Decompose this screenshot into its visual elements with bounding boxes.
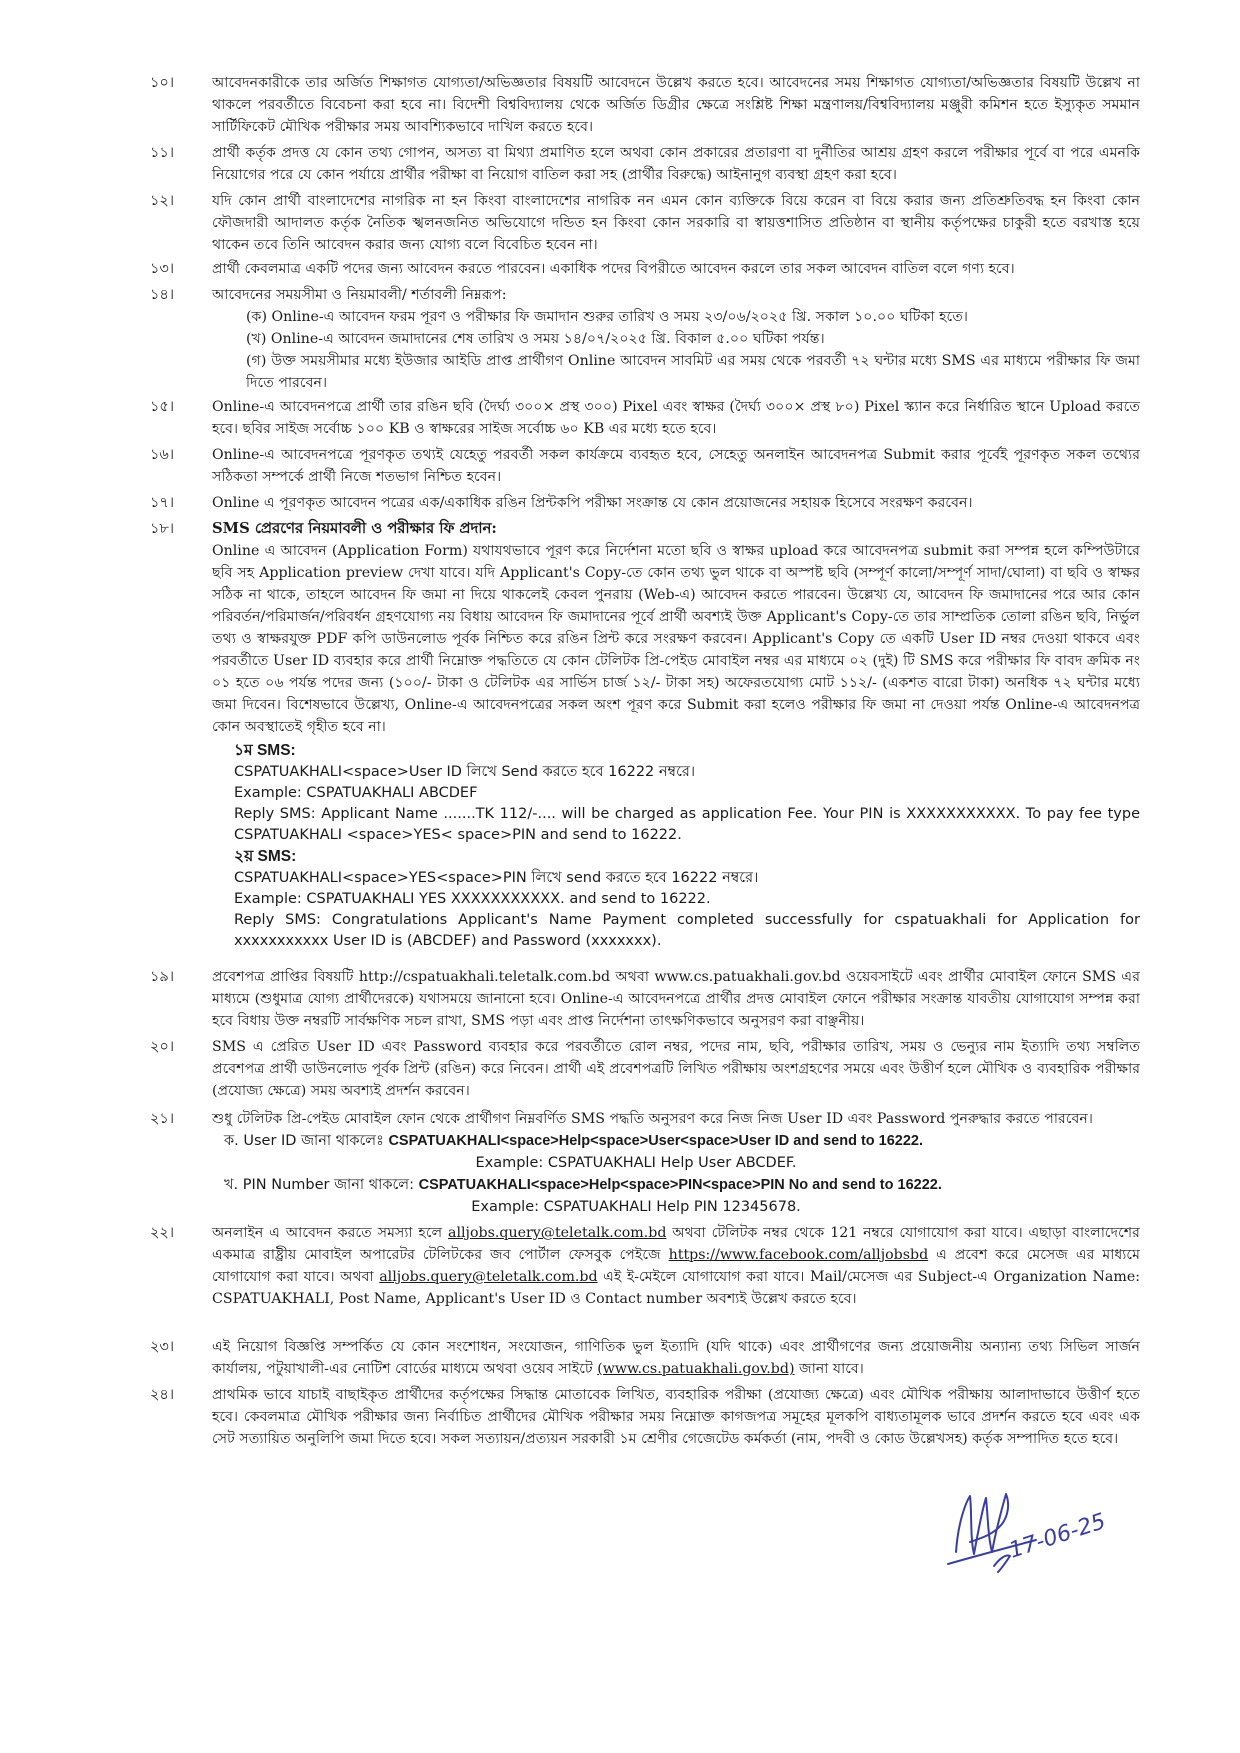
- item-number: ২০।: [150, 1039, 175, 1055]
- item-text: প্রার্থী কর্তৃক প্রদত্ত যে কোন তথ্য গোপন, অসত্য বা মিথ্যা প্রমাণিত হলে অথবা কোন প্রকারের প্রতারণা বা দুর্নীতির আশ্রয় গ্রহণ করলে পরীক্ষার পূর্বে বা পরে এমনকি নিয়োগের পরে যে কোন পর্যায়ে প্রার্থীর পরীক্ষা বা নিয়োগ বাতিল করা সহ (প্রার্থীর বিরুদ্ধে) আইনানুগ ব্যবস্থা গ্রহণ করা হবে।: [212, 145, 1140, 183]
- item-16: [150, 444, 1140, 488]
- item-22: [150, 1222, 1140, 1310]
- item-text: Online-এ আবেদনপত্রে পূরণকৃত তথ্যই যেহেতু পরবর্তী সকল কার্যক্রমে ব্যবহৃত হবে, সেহেতু অনলাইন আবেদনপত্র Submit করার পূর্বেই পূরণকৃত সকল তথ্যের সঠিকতা সম্পর্কে প্রার্থী নিজে শতভাগ নিশ্চিত হবেন।: [212, 447, 1140, 485]
- item-text: শুধু টেলিটক প্রি-পেইড মোবাইল ফোন থেকে প্রার্থীগণ নিম্নবর্ণিত SMS পদ্ধতি অনুসরণ করে নিজ নিজ User ID এবং Password পুনরুদ্ধার করতে পারবেন।: [212, 1111, 1093, 1127]
- website-link[interactable]: (www.cs.patuakhali.gov.bd): [597, 1361, 795, 1377]
- item-number: ১৩।: [150, 261, 175, 277]
- recover-user-id-command: CSPATUAKHALI<space>Help<space>User<space>User ID and send to 16222.: [388, 1133, 924, 1149]
- item-text: SMS এ প্রেরিত User ID এবং Password ব্যবহার করে পরবর্তীতে রোল নম্বর, পদের নাম, ছবি, পরীক্ষার তারিখ, সময় ও ভেন্যুর নাম ইত্যাদি তথ্য সম্বলিত প্রবেশপত্র প্রার্থী ডাউনলোড পূর্বক প্রিন্ট (রঙিন) করে নিবেন। প্রার্থী এই প্রবেশপত্রটি লিখিত পরীক্ষায় অংশগ্রহণের সময়ে এবং উত্তীর্ণ হলে মৌখিক ও ব্যবহারিক পরীক্ষার (প্রযোজ্য ক্ষেত্রে) সময় অবশ্যই প্রদর্শন করবেন।: [212, 1039, 1140, 1099]
- recover-user-id-line: [224, 1130, 1140, 1152]
- item-number: ১৮।: [150, 521, 175, 537]
- item22-text-1: অনলাইন এ আবেদন করতে সমস্যা হলে: [212, 1225, 443, 1241]
- item22-text-4: এই ই-মেইলে যোগাযোগ করা যাবে। Mail/মেসেজ এর Subject-এ Organization Name: CSPATUAKHALI, Post Name, Applicant's User ID ও Contact number অবশ্যই উল্লেখ করতে হবে।: [212, 1269, 1140, 1307]
- sub-item-kha: (খ) Online-এ আবেদন জমাদানের শেষ তারিখ ও সময় ১৪/০৭/২০২৫ খ্রি. বিকাল ৫.০০ ঘটিকা পর্যন্ত।: [246, 331, 825, 347]
- support-email-link-2[interactable]: alljobs.query@teletalk.com.bd: [379, 1269, 598, 1285]
- item-11: [150, 142, 1140, 186]
- item23-text-2: জানা যাবে।: [799, 1361, 864, 1377]
- item-14: [150, 284, 1140, 394]
- sms-instructions: [150, 740, 1140, 952]
- item-number: ১৭।: [150, 495, 175, 511]
- item-24: [150, 1384, 1140, 1450]
- item-text: যদি কোন প্রার্থী বাংলাদেশের নাগরিক না হন কিংবা বাংলাদেশের নাগরিক নন এমন কোন ব্যক্তিকে বিয়ে করেন বা বিয়ে করার জন্য প্রতিশ্রুতিবদ্ধ হন কিংবা কোন ফৌজদারী আদালত কর্তৃক নৈতিক স্খলনজনিত অভিযোগে দন্ডিত হন কিংবা কোন সরকারি বা স্বায়ত্তশাসিত প্রতিষ্ঠান বা স্থানীয় কর্তৃপক্ষের চাকুরী হতে বরখাস্ত হয়ে থাকেন তবে তিনি আবেদন করার জন্য যোগ্য বলে বিবেচিত হবেন না।: [212, 193, 1140, 253]
- recover-pin-example: Example: CSPATUAKHALI Help PIN 12345678.: [471, 1199, 801, 1215]
- item-text: প্রাথমিক ভাবে যাচাই বাছাইকৃত প্রার্থীদের কর্তৃপক্ষের সিদ্ধান্ত মোতাবেক লিখিত, ব্যবহারিক পরীক্ষা (প্রযোজ্য ক্ষেত্রে) এবং মৌখিক পরীক্ষায় আলাদাভাবে উত্তীর্ণ হতে হবে। কেবলমাত্র মৌখিক পরীক্ষার জন্য নির্বাচিত প্রার্থীদের মৌখিক পরীক্ষার সময় নিম্নোক্ত কাগজপত্র সমূহের মূলকপি বাধ্যতামূলক ভাবে প্রদর্শন করতে হবে এবং এক সেট সত্যায়িত অনুলিপি জমা দিতে হবে। সকল সত্যায়ন/প্রত্যয়ন সরকারী ১ম শ্রেণীর গেজেটেড কর্মকর্তা (নাম, পদবী ও কোড উল্লেখসহ) কর্তৃক সম্পাদিত হতে হবে।: [212, 1387, 1140, 1447]
- item-text: Online এ পূরণকৃত আবেদন পত্রের এক/একাধিক রঙিন প্রিন্টকপি পরীক্ষা সংক্রান্ত যে কোন প্রয়োজনের সহায়ক হিসেবে সংরক্ষণ করবেন।: [212, 495, 973, 511]
- item-text: Online-এ আবেদনপত্রে প্রার্থী তার রঙিন ছবি (দৈর্ঘ্য ৩০০× প্রস্থ ৩০০) Pixel এবং স্বাক্ষর (দৈর্ঘ্য ৩০০× প্রস্থ ৮০) Pixel স্ক্যান করে নির্ধারিত স্থানে Upload করতে হবে। ছবির সাইজ সর্বোচ্চ ১০০ KB ও স্বাক্ষরের সাইজ সর্বোচ্চ ৬০ KB এর মধ্যে হতে হবে।: [212, 399, 1140, 437]
- sms2-example: Example: CSPATUAKHALI YES XXXXXXXXXXX. and send to 16222.: [234, 891, 711, 907]
- sub-item-ka: (ক) Online-এ আবেদন ফরম পূরণ ও পরীক্ষার ফি জমাদান শুরুর তারিখ ও সময় ২৩/০৬/২০২৫ খ্রি. সকাল ১০.০০ ঘটিকা হতে।: [246, 309, 968, 325]
- recover-pin-line: [224, 1174, 1140, 1196]
- item-23: [150, 1336, 1140, 1380]
- item-number: ১০।: [150, 75, 175, 91]
- item22-text-3: এ প্রবেশ করে মেসেজ এর মাধ্যমে যোগাযোগ করা যাবে। অথবা: [212, 1247, 1140, 1285]
- sms1-title: ১ম SMS:: [234, 742, 296, 759]
- sms2-title: ২য় SMS:: [234, 848, 297, 865]
- item-15: [150, 396, 1140, 440]
- item-number: ১১।: [150, 145, 175, 161]
- item-13: [150, 258, 1140, 280]
- item-number: ২১।: [150, 1111, 175, 1127]
- item-number: ১২।: [150, 193, 175, 209]
- item-number: ১৪।: [150, 287, 175, 303]
- handwritten-signature: [936, 1482, 1109, 1582]
- item-21: [150, 1108, 1140, 1218]
- item-text: প্রার্থী কেবলমাত্র একটি পদের জন্য আবেদন করতে পারবেন। একাধিক পদের বিপরীতে আবেদন করলে তার সকল আবেদন বাতিল বলে গণ্য হবে।: [212, 261, 1015, 277]
- item-text: আবেদনকারীকে তার অর্জিত শিক্ষাগত যোগ্যতা/অভিজ্ঞতার বিষয়টি আবেদনে উল্লেখ করতে হবে। আবেদনের সময় শিক্ষাগত যোগ্যতা/অভিজ্ঞতার বিষয়টি উল্লেখ না থাকলে পরবর্তীতে বিবেচনা করা হবে না। বিদেশী বিশ্ববিদ্যালয় থেকে অর্জিত ডিগ্রীর ক্ষেত্রে সংশ্লিষ্ট শিক্ষা মন্ত্রণালয়/বিশ্ববিদ্যালয় মঞ্জুরী কমিশন হতে ইস্যুকৃত সমমান সার্টিফিকেট মৌখিক পরীক্ষার সময় আবশ্যিকভাবে দাখিল করতে হবে।: [212, 75, 1140, 135]
- item-text: [212, 1222, 1140, 1310]
- item-number: ১৫।: [150, 399, 175, 415]
- sms1-example: Example: CSPATUAKHALI ABCDEF: [234, 785, 478, 801]
- sms1-command: CSPATUAKHALI<space>User ID লিখে Send করতে হবে 16222 নম্বরে।: [234, 764, 696, 780]
- item-18: [150, 518, 1140, 738]
- item-number: ১৬।: [150, 447, 175, 463]
- item23-text-1: এই নিয়োগ বিজ্ঞপ্তি সম্পর্কিত যে কোন সংশোধন, সংযোজন, গাণিতিক ভুল ইত্যাদি (যদি থাকে) এবং প্রার্থীগণের জন্য প্রয়োজনীয় অন্যান্য তথ্য সিভিল সার্জন কার্যালয়, পটুয়াখালী-এর নোটিশ বোর্ডের মাধ্যমে অথবা ওয়েব সাইটে: [212, 1339, 1140, 1377]
- sms2-reply: Reply SMS: Congratulations Applicant's Name Payment completed successfully for cspatuakhali for Application for xxxxxxxxxxx User ID is (ABCDEF) and Password (xxxxxxx).: [234, 912, 1140, 949]
- item-text: Online এ আবেদন (Application Form) যথাযথভাবে পূরণ করে নির্দেশনা মতো ছবি ও স্বাক্ষর upload করে আবেদনপত্র submit করা সম্পন্ন হলে কম্পিউটারে ছবি সহ Application preview দেখা যাবে। যদি Applicant's Copy-তে কোন তথ্য ভুল থাকে বা অস্পষ্ট ছবি (সম্পূর্ণ কালো/সম্পূর্ণ সাদা/ঘোলা) বা ছবি ও স্বাক্ষর সঠিক না থাকে, তাহলে আবেদন ফি জমা না দিয়ে থাকলেই কেবল পুনরায় (Web-এ) আবেদন করতে পারবেন। উল্লেখ্য যে, আবেদন ফি জমাদানের পরে আর কোন পরিবর্তন/পরিমার্জন/পরিবর্ধন গ্রহণযোগ্য নয় বিধায় আবেদন ফি জমাদানের পূর্বে প্রার্থী অবশ্যই উক্ত Applicant's Copy-তে তার সাম্প্রতিক তোলা রঙিন ছবি, নির্ভুল তথ্য ও স্বাক্ষরযুক্ত PDF কপি ডাউনলোড পূর্বক নিশ্চিত করে রঙিন প্রিন্ট করে সংরক্ষণ করবেন। Applicant's Copy তে একটি User ID নম্বর দেওয়া থাকবে এবং পরবর্তীতে User ID ব্যবহার করে প্রার্থী নিম্নোক্ত পদ্ধতিতে যে কোন টেলিটক প্রি-পেইড মোবাইল নম্বর এর মাধ্যমে ০২ (দুই) টি SMS করে পরীক্ষার ফি বাবদ ক্রমিক নং ০১ হতে ০৬ পর্যন্ত পদের জন্য (১০০/- টাকা ও টেলিটক এর সার্ভিস চার্জ ১২/- টাকা সহ) অফেরতযোগ্য মোট ১১২/- (একশত বারো টাকা) অনধিক ৭২ ঘন্টার মধ্যে জমা দিবেন। বিশেষভাবে উল্লেখ্য, Online-এ আবেদনপত্রের সকল অংশ পূরণ করে Submit করা হলেও পরীক্ষার ফি জমা না দেওয়া পর্যন্ত Online-এ আবেদনপত্র কোন অবস্থাতেই গৃহীত হবে না।: [212, 543, 1140, 735]
- item-20: [150, 1036, 1140, 1102]
- facebook-page-link[interactable]: https://www.facebook.com/alljobsbd: [668, 1247, 929, 1263]
- section-heading: SMS প্রেরণের নিয়মাবলী ও পরীক্ষার ফি প্রদান:: [212, 520, 497, 537]
- item-12: [150, 190, 1140, 256]
- sms1-reply: Reply SMS: Applicant Name .......TK 112/-.... will be charged as application Fee. Your PIN is XXXXXXXXXXX. To pay fee type CSPATUAKHALI <space>YES< space>PIN and send to 16222.: [234, 806, 1140, 843]
- item-17: [150, 492, 1140, 514]
- recover-pin-label: খ. PIN Number জানা থাকলে:: [224, 1177, 414, 1193]
- sms2-command: CSPATUAKHALI<space>YES<space>PIN লিখে send করতে হবে 16222 নম্বরে।: [234, 870, 759, 886]
- item-19: [150, 966, 1140, 1032]
- sub-item-ga: (গ) উক্ত সময়সীমার মধ্যে ইউজার আইডি প্রাপ্ত প্রার্থীগণ Online আবেদন সাবমিট এর সময় থেকে পরবর্তী ৭২ ঘন্টার মধ্যে SMS এর মাধ্যমে পরীক্ষার ফি জমা দিতে পারবেন।: [246, 353, 1140, 391]
- item-number: ২২।: [150, 1225, 175, 1241]
- item-number: ১৯।: [150, 969, 175, 985]
- signature-date: 17-06-25: [1006, 1509, 1109, 1564]
- item-text: আবেদনের সময়সীমা ও নিয়মাবলী/ শর্তাবলী নিম্নরূপ:: [212, 287, 507, 303]
- recover-user-id-label: ক. User ID জানা থাকলেঃ: [224, 1133, 384, 1149]
- item22-text-2: অথবা টেলিটক নম্বর থেকে 121 নম্বরে যোগাযোগ করা যাবে। এছাড়া বাংলাদেশের একমাত্র রাষ্ট্রীয় মোবাইল অপারেটর টেলিটকের জব পোর্টাল ফেসবুক পেইজে: [212, 1225, 1140, 1263]
- item-text: [212, 1336, 1140, 1380]
- recover-pin-command: CSPATUAKHALI<space>Help<space>PIN<space>PIN No and send to 16222.: [418, 1177, 942, 1193]
- item-number: ২৩।: [150, 1339, 175, 1355]
- item-text: প্রবেশপত্র প্রাপ্তির বিষয়টি http://cspatuakhali.teletalk.com.bd অথবা www.cs.patuakhali.gov.bd ওয়েবসাইটে এবং প্রার্থীর মোবাইল ফোনে SMS এর মাধ্যমে (শুধুমাত্র যোগ্য প্রার্থীদেরকে) যথাসময়ে জানানো হবে। Online-এ আবেদনপত্রে প্রার্থীর প্রদত্ত মোবাইল ফোনে পরীক্ষার সংক্রান্ত যাবতীয় যোগাযোগ সম্পন্ন করা হবে বিধায় উক্ত নম্বরটি সার্বক্ষণিক সচল রাখা, SMS পড়া এবং প্রাপ্ত নির্দেশনা তাৎক্ষণিকভাবে অনুসরণ করা বাঞ্ছনীয়।: [212, 969, 1140, 1029]
- support-email-link[interactable]: alljobs.query@teletalk.com.bd: [448, 1225, 667, 1241]
- recover-user-id-example: Example: CSPATUAKHALI Help User ABCDEF.: [475, 1155, 797, 1171]
- item-10: [150, 72, 1140, 138]
- item-number: ২৪।: [150, 1387, 175, 1403]
